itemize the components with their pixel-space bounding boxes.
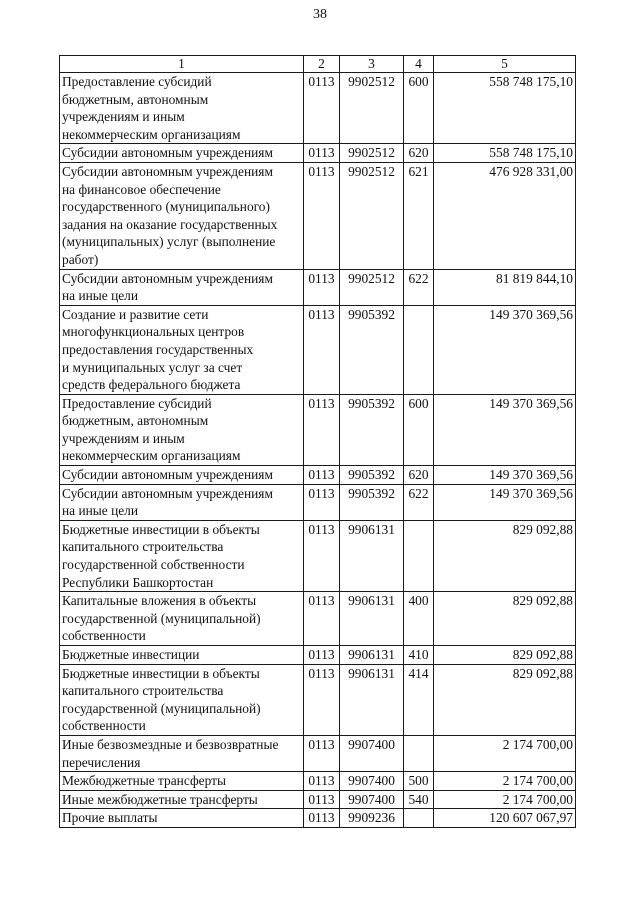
column-header-amount: 5 [434, 56, 576, 73]
cell-name: Субсидии автономным учреждениям [60, 144, 304, 163]
cell-expense-kind: 400 [404, 592, 434, 646]
cell-article: 9906131 [340, 520, 404, 591]
cell-expense-kind [404, 735, 434, 771]
table-row [60, 466, 576, 485]
cell-name: Предоставление субсидий бюджетным, автономным учреждениям и иным некоммерческим организациям [60, 394, 304, 465]
cell-name: Бюджетные инвестиции [60, 646, 304, 665]
cell-expense-kind: 622 [404, 484, 434, 520]
cell-section: 0113 [304, 809, 340, 828]
cell-section: 0113 [304, 735, 340, 771]
cell-name: Капитальные вложения в объекты государственной (муниципальной) собственности [60, 592, 304, 646]
cell-article: 9909236 [340, 809, 404, 828]
cell-article: 9906131 [340, 664, 404, 735]
table-row [60, 73, 576, 144]
cell-section: 0113 [304, 394, 340, 465]
cell-name: Иные межбюджетные трансферты [60, 790, 304, 809]
cell-expense-kind: 410 [404, 646, 434, 665]
cell-article: 9907400 [340, 735, 404, 771]
cell-section: 0113 [304, 269, 340, 305]
table-row [60, 592, 576, 646]
cell-section: 0113 [304, 162, 340, 269]
cell-article: 9907400 [340, 772, 404, 791]
cell-amount: 829 092,88 [434, 520, 576, 591]
table-row [60, 646, 576, 665]
cell-expense-kind: 622 [404, 269, 434, 305]
cell-amount: 149 370 369,56 [434, 466, 576, 485]
cell-expense-kind: 621 [404, 162, 434, 269]
cell-article: 9905392 [340, 466, 404, 485]
cell-article: 9906131 [340, 592, 404, 646]
table-body [60, 73, 576, 828]
table-row [60, 520, 576, 591]
cell-article: 9902512 [340, 73, 404, 144]
cell-amount: 476 928 331,00 [434, 162, 576, 269]
cell-name: Субсидии автономным учреждениям на иные цели [60, 484, 304, 520]
cell-expense-kind [404, 809, 434, 828]
table-row [60, 162, 576, 269]
cell-article: 9907400 [340, 790, 404, 809]
cell-expense-kind: 620 [404, 466, 434, 485]
column-header-name: 1 [60, 56, 304, 73]
table-row [60, 305, 576, 394]
table-row [60, 394, 576, 465]
cell-name: Субсидии автономным учреждениям на финансовое обеспечение государственного (муниципального) задания на оказание государственных (муниципальных) услуг (выполнение работ) [60, 162, 304, 269]
cell-expense-kind: 600 [404, 73, 434, 144]
cell-section: 0113 [304, 772, 340, 791]
cell-name: Создание и развитие сети многофункциональных центров предоставления государственных и муниципальных услуг за счет средств федерального бюджета [60, 305, 304, 394]
cell-name: Бюджетные инвестиции в объекты капитального строительства государственной собственности Республики Башкортостан [60, 520, 304, 591]
table-row [60, 664, 576, 735]
cell-article: 9902512 [340, 144, 404, 163]
cell-name: Межбюджетные трансферты [60, 772, 304, 791]
table-row [60, 809, 576, 828]
cell-section: 0113 [304, 484, 340, 520]
cell-section: 0113 [304, 73, 340, 144]
cell-amount: 558 748 175,10 [434, 73, 576, 144]
cell-amount: 149 370 369,56 [434, 484, 576, 520]
budget-table [59, 55, 576, 828]
cell-section: 0113 [304, 646, 340, 665]
cell-article: 9905392 [340, 394, 404, 465]
table-row [60, 735, 576, 771]
cell-expense-kind [404, 520, 434, 591]
cell-amount: 2 174 700,00 [434, 772, 576, 791]
cell-section: 0113 [304, 664, 340, 735]
cell-name: Предоставление субсидий бюджетным, автономным учреждениям и иным некоммерческим организациям [60, 73, 304, 144]
cell-expense-kind [404, 305, 434, 394]
cell-expense-kind: 620 [404, 144, 434, 163]
cell-expense-kind: 414 [404, 664, 434, 735]
cell-section: 0113 [304, 305, 340, 394]
column-header-kind: 4 [404, 56, 434, 73]
cell-amount: 829 092,88 [434, 646, 576, 665]
cell-amount: 149 370 369,56 [434, 394, 576, 465]
cell-section: 0113 [304, 466, 340, 485]
table-row [60, 144, 576, 163]
cell-name: Иные безвозмездные и безвозвратные перечисления [60, 735, 304, 771]
cell-article: 9906131 [340, 646, 404, 665]
cell-article: 9905392 [340, 305, 404, 394]
table-row [60, 790, 576, 809]
cell-section: 0113 [304, 520, 340, 591]
cell-amount: 829 092,88 [434, 592, 576, 646]
table-row [60, 269, 576, 305]
cell-amount: 829 092,88 [434, 664, 576, 735]
cell-section: 0113 [304, 144, 340, 163]
cell-name: Прочие выплаты [60, 809, 304, 828]
table-row [60, 772, 576, 791]
cell-amount: 558 748 175,10 [434, 144, 576, 163]
cell-expense-kind: 540 [404, 790, 434, 809]
table-header-row [60, 56, 576, 73]
column-header-section: 2 [304, 56, 340, 73]
column-header-article: 3 [340, 56, 404, 73]
cell-section: 0113 [304, 592, 340, 646]
cell-expense-kind: 500 [404, 772, 434, 791]
cell-section: 0113 [304, 790, 340, 809]
cell-amount: 81 819 844,10 [434, 269, 576, 305]
cell-amount: 120 607 067,97 [434, 809, 576, 828]
cell-amount: 2 174 700,00 [434, 790, 576, 809]
page-number: 38 [313, 7, 327, 22]
cell-article: 9902512 [340, 269, 404, 305]
cell-article: 9905392 [340, 484, 404, 520]
table-row [60, 484, 576, 520]
cell-name: Субсидии автономным учреждениям [60, 466, 304, 485]
cell-article: 9902512 [340, 162, 404, 269]
cell-expense-kind: 600 [404, 394, 434, 465]
cell-name: Субсидии автономным учреждениям на иные цели [60, 269, 304, 305]
cell-amount: 2 174 700,00 [434, 735, 576, 771]
cell-name: Бюджетные инвестиции в объекты капитального строительства государственной (муниципальной) собственности [60, 664, 304, 735]
cell-amount: 149 370 369,56 [434, 305, 576, 394]
